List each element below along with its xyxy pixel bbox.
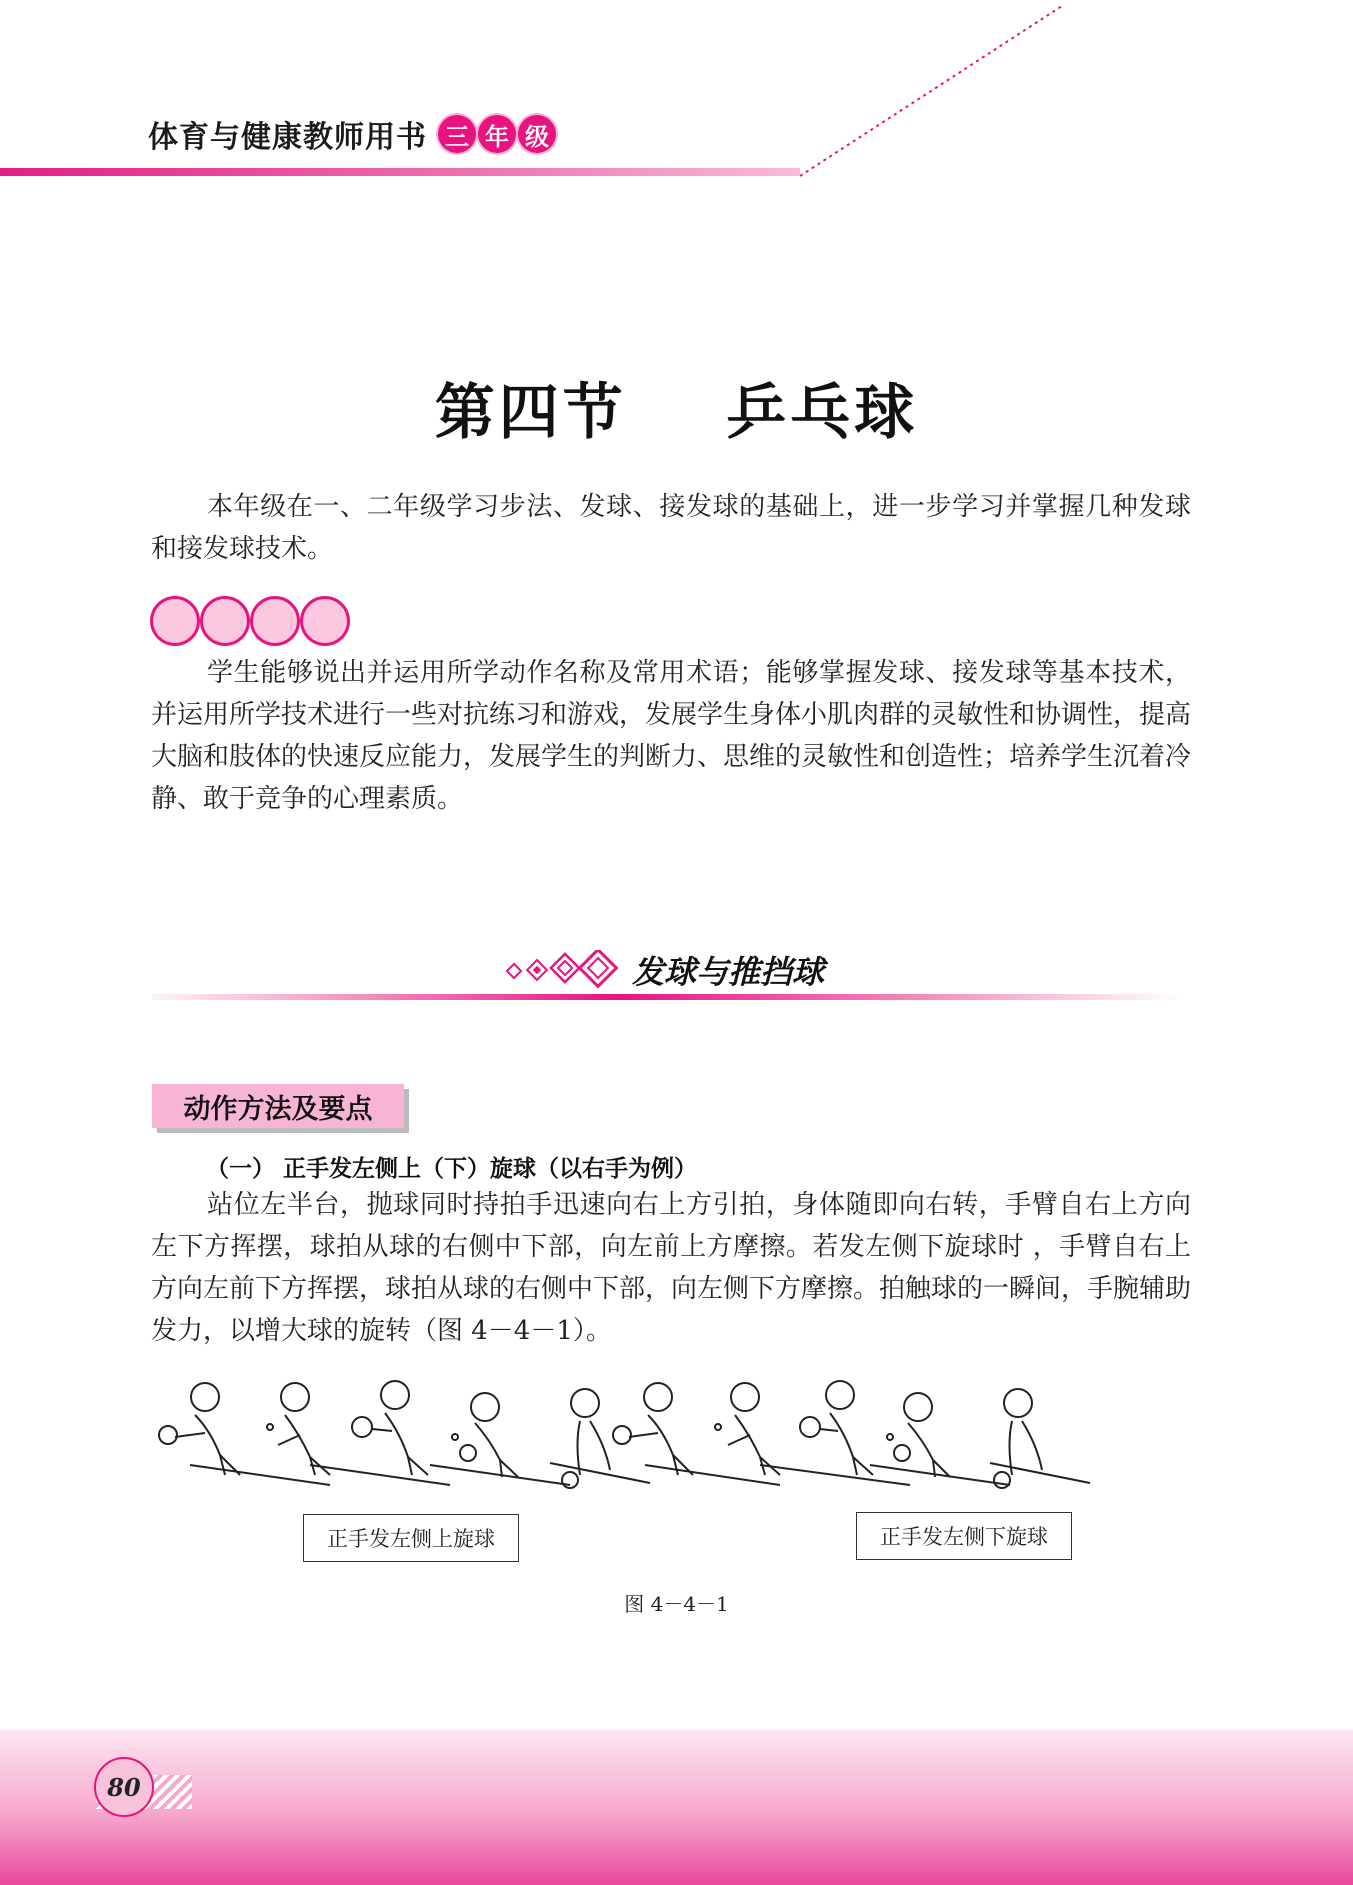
serve-sequence-illustration	[150, 1375, 1210, 1495]
diamond-icon	[505, 950, 625, 990]
grade-badge	[438, 115, 556, 153]
player-figure	[267, 1383, 330, 1475]
figure-label: 图 4－4－1	[624, 1592, 729, 1616]
intro-paragraph: 本年级在一、二年级学习步法、发球、接发球的基础上，进一步学习并掌握几种发球和接发球技术。	[151, 492, 1191, 564]
page-number: 80	[94, 1757, 154, 1817]
figure-caption-left: 正手发左侧上旋球	[303, 1514, 519, 1562]
header-dotted-line	[800, 0, 1070, 180]
grade-char-2: 年	[478, 115, 516, 153]
goals-paragraph: 学生能够说出并运用所学动作名称及常用术语；能够掌握发球、接发球等基本技术，并运用所学技术进行一些对抗练习和游戏，发展学生身体小肌肉群的灵敏性和协调性，提高大脑和肢体的快速反应能力，发展学生的判断力、思维的灵敏性和创造性；培养学生沉着冷静、敢于竞争的心理素质。	[151, 658, 1192, 814]
player-figure	[310, 1381, 450, 1485]
item-heading: （一） 正手发左侧上（下）旋球（以右手为例）	[206, 1156, 698, 1182]
section-divider	[152, 994, 1182, 1000]
player-figure	[613, 1383, 780, 1485]
player-figure	[159, 1383, 330, 1485]
figure-caption-right: 正手发左侧下旋球	[856, 1512, 1072, 1560]
circle-icon	[250, 596, 300, 646]
goals-circle-marker	[150, 596, 350, 646]
circle-icon	[150, 596, 200, 646]
footer-band	[0, 1730, 1353, 1885]
circle-icon	[300, 596, 350, 646]
player-figure	[990, 1389, 1090, 1488]
player-figure	[870, 1393, 1010, 1485]
book-title: 体育与健康教师用书	[148, 120, 427, 155]
circle-icon	[200, 596, 250, 646]
player-figure	[715, 1383, 780, 1475]
subsection-label: 动作方法及要点	[152, 1084, 404, 1128]
section-title: 发球与推挡球	[632, 953, 825, 991]
chapter-title: 第四节 乒乓球	[434, 378, 919, 448]
player-figure	[760, 1381, 910, 1485]
grade-char-1: 三	[438, 115, 476, 153]
player-figure	[430, 1393, 570, 1485]
grade-char-3: 级	[518, 115, 556, 153]
header-bar	[0, 168, 800, 176]
player-figure	[550, 1389, 650, 1488]
item-body-paragraph: 站位左半台，抛球同时持拍手迅速向右上方引拍，身体随即向右转，手臂自右上方向左下方挥摆，球拍从球的右侧中下部，向左前上方摩擦。若发左侧下旋球时 ，手臂自右上方向左前下方挥摆，球拍从球的右侧中下部，向左侧下方摩擦。拍触球的一瞬间，手腕辅助发力，以增大球的旋转（图 4－4－1）。	[151, 1190, 1192, 1346]
